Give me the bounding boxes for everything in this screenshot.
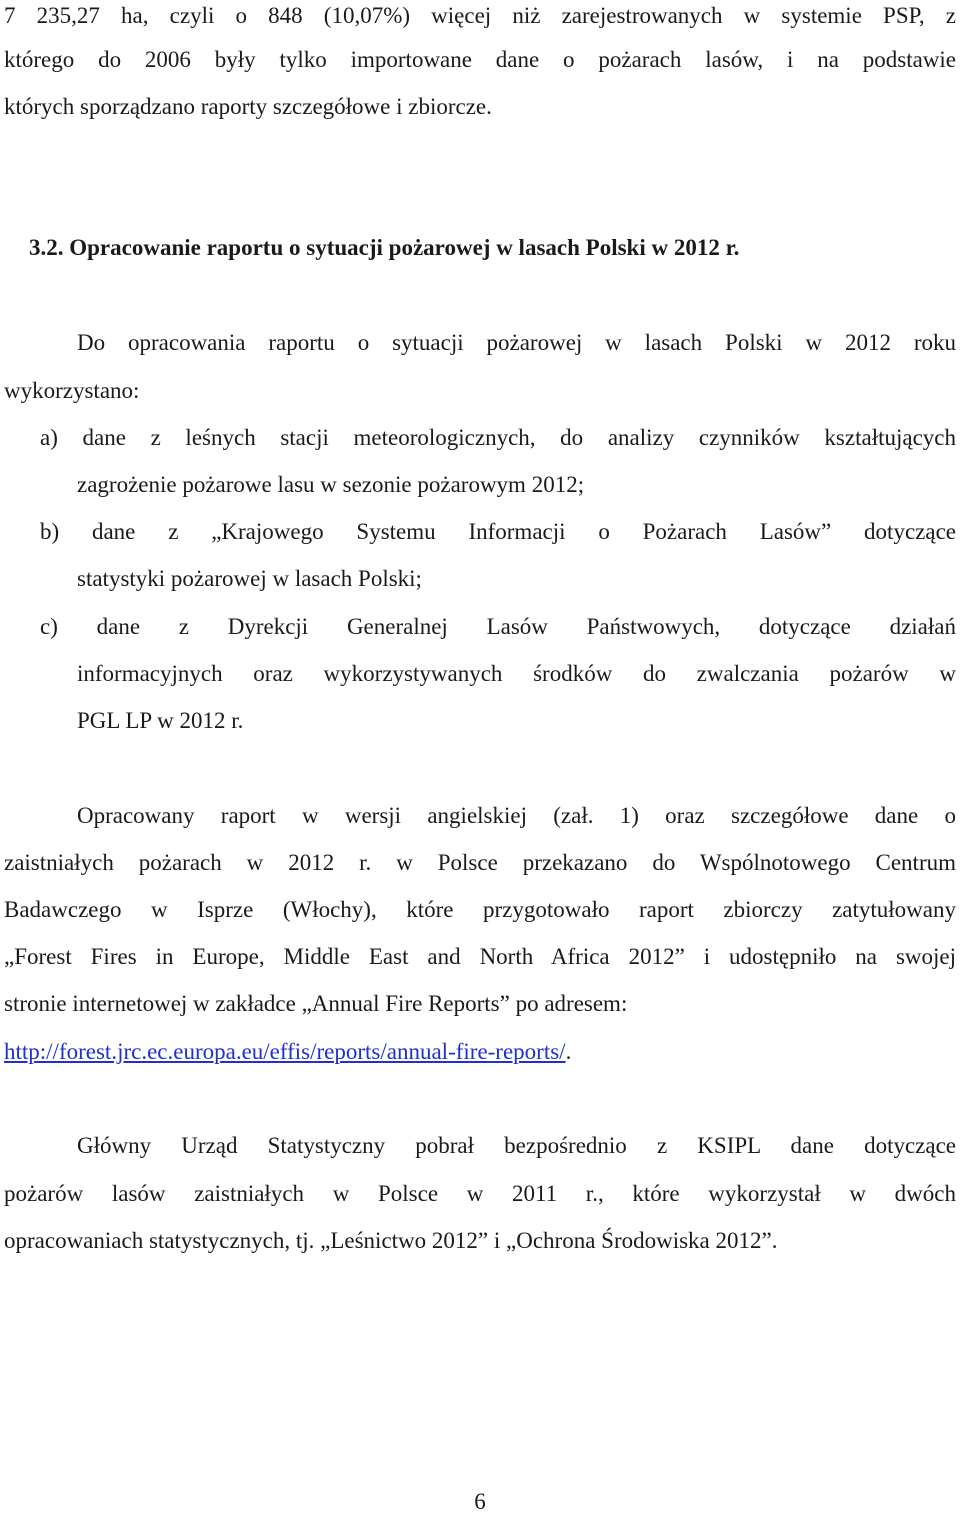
intro-line-1: 7 235,27 ha, czyli o 848 (10,07%) więcej niż zarejestrowanych w systemie PSP, z — [4, 3, 956, 28]
intro-line-3: których sporządzano raporty szczegółowe i zbiorcze. — [4, 94, 492, 119]
list-item-c-line-2: informacyjnych oraz wykorzystywanych środków do zwalczania pożarów w — [77, 661, 956, 686]
paragraph2-line-2: zaistniałych pożarach w 2012 r. w Polsce przekazano do Wspólnotowego Centrum — [4, 850, 956, 875]
annual-fire-reports-link[interactable]: http://forest.jrc.ec.europa.eu/effis/reports/annual-fire-reports/ — [4, 1039, 566, 1064]
paragraph3-line-1: Główny Urząd Statystyczny pobrał bezpośrednio z KSIPL dane dotyczące — [77, 1133, 956, 1158]
paragraph2-line-5: stronie internetowej w zakładce „Annual Fire Reports” po adresem: — [4, 991, 628, 1016]
intro-line-2: którego do 2006 były tylko importowane dane o pożarach lasów, i na podstawie — [4, 47, 956, 72]
paragraph2-line-4: „Forest Fires in Europe, Middle East and North Africa 2012” i udostępniło na swojej — [4, 944, 956, 969]
section-heading: 3.2. Opracowanie raportu o sytuacji pożarowej w lasach Polski w 2012 r. — [29, 235, 740, 260]
paragraph2-line-1: Opracowany raport w wersji angielskiej (zał. 1) oraz szczegółowe dane o — [77, 803, 956, 828]
list-item-a-line-1: a) dane z leśnych stacji meteorologicznych, do analizy czynników kształtujących — [40, 425, 956, 450]
list-item-b-line-1: b) dane z „Krajowego Systemu Informacji o Pożarach Lasów” dotyczące — [40, 519, 956, 544]
paragraph1-line-2: wykorzystano: — [4, 378, 140, 403]
list-item-b-line-2: statystyki pożarowej w lasach Polski; — [77, 566, 422, 591]
page-number: 6 — [474, 1489, 486, 1514]
list-item-c-line-3: PGL LP w 2012 r. — [77, 708, 244, 733]
paragraph1-line-1: Do opracowania raportu o sytuacji pożarowej w lasach Polski w 2012 roku — [77, 330, 956, 355]
list-item-c-line-1: c) dane z Dyrekcji Generalnej Lasów Państwowych, dotyczące działań — [40, 614, 956, 639]
paragraph2-line-3: Badawczego w Isprze (Włochy), które przygotowało raport zbiorczy zatytułowany — [4, 897, 956, 922]
paragraph3-line-3: opracowaniach statystycznych, tj. „Leśnictwo 2012” i „Ochrona Środowiska 2012”. — [4, 1228, 778, 1253]
paragraph2-link-line — [4, 1037, 956, 1067]
paragraph3-line-2: pożarów lasów zaistniałych w Polsce w 2011 r., które wykorzystał w dwóch — [4, 1181, 956, 1206]
link-suffix: . — [565, 1039, 572, 1064]
list-item-a-line-2: zagrożenie pożarowe lasu w sezonie pożarowym 2012; — [77, 472, 585, 497]
